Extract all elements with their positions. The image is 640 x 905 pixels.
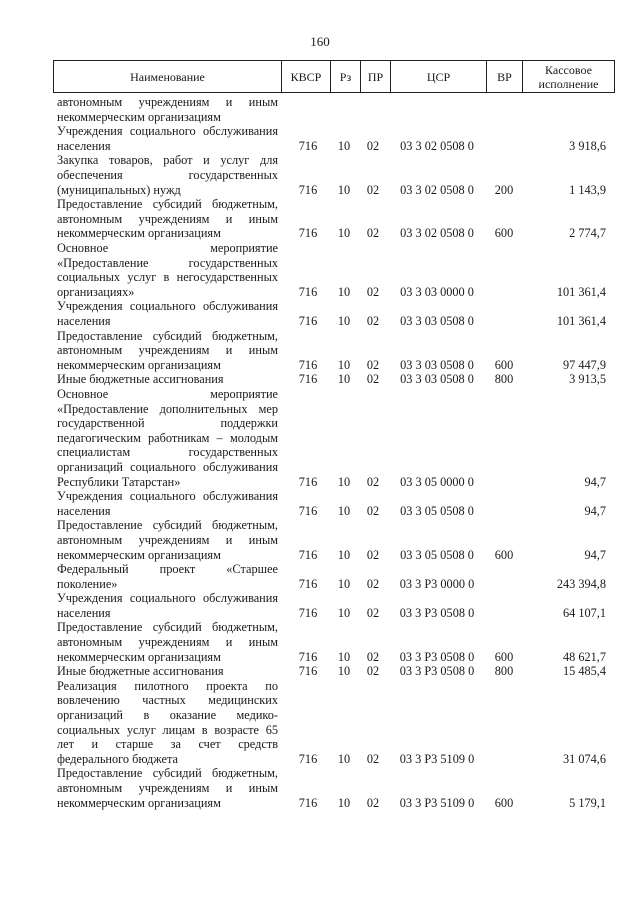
row-kvsr: 716 — [298, 313, 318, 328]
description-line: Предоставление субсидий бюджетным, — [57, 766, 278, 781]
row-rz: 10 — [337, 474, 351, 489]
row-amount: 15 485,4 — [562, 664, 606, 679]
row-pr: 02 — [366, 751, 380, 766]
description-line: вовлечению частных медицинских — [57, 693, 278, 708]
header-amount-line1: Кассовое — [545, 62, 592, 77]
description-line: автономным учреждениям и иным — [57, 95, 278, 109]
description-line: Основное мероприятие — [57, 386, 278, 401]
header-pr: ПР — [361, 61, 391, 92]
row-vr: 600 — [494, 795, 514, 810]
row-rz: 10 — [337, 138, 351, 153]
row-csr: 03 3 03 0508 0 — [400, 313, 474, 328]
row-pr: 02 — [366, 547, 380, 562]
table-row — [0, 664, 640, 679]
row-amount: 101 361,4 — [556, 313, 606, 328]
row-description — [57, 664, 278, 679]
description-line: населения — [57, 313, 111, 328]
row-kvsr: 716 — [298, 576, 318, 591]
row-amount: 243 394,8 — [556, 576, 606, 591]
row-kvsr: 716 — [298, 795, 318, 810]
header-amount — [523, 61, 614, 92]
row-csr: 03 3 02 0508 0 — [400, 226, 474, 241]
row-amount: 94,7 — [584, 503, 606, 518]
description-line: Предоставление субсидий бюджетным, — [57, 328, 278, 343]
header-name: Наименование — [54, 61, 282, 92]
row-csr: 03 3 02 0508 0 — [400, 182, 474, 197]
description-line: Предоставление субсидий бюджетным, — [57, 197, 278, 212]
row-description — [57, 679, 278, 767]
description-line: организаций в оказание медико- — [57, 708, 278, 723]
row-kvsr: 716 — [298, 284, 318, 299]
table-row — [0, 591, 640, 620]
row-description — [57, 197, 278, 241]
row-amount: 5 179,1 — [569, 795, 606, 810]
description-line: федерального бюджета — [57, 751, 178, 766]
row-vr: 600 — [494, 649, 514, 664]
row-vr: 800 — [494, 372, 514, 387]
row-vr: 600 — [494, 547, 514, 562]
description-line: Иные бюджетные ассигнования — [57, 372, 224, 387]
row-rz: 10 — [337, 503, 351, 518]
description-line: населения — [57, 138, 111, 153]
row-rz: 10 — [337, 649, 351, 664]
description-line: автономным учреждениям и иным — [57, 532, 278, 547]
row-kvsr: 716 — [298, 751, 318, 766]
description-line: Реализация пилотного проекта по — [57, 678, 278, 693]
table-row — [0, 124, 640, 153]
description-line: лет и старше за счет средств — [57, 737, 278, 752]
description-line: Предоставление субсидий бюджетным, — [57, 620, 278, 635]
description-line: некоммерческим организациям — [57, 109, 221, 124]
description-line: некоммерческим организациям — [57, 226, 221, 241]
row-rz: 10 — [337, 357, 351, 372]
row-kvsr: 716 — [298, 182, 318, 197]
table-row — [0, 766, 640, 810]
row-pr: 02 — [366, 649, 380, 664]
row-csr: 03 3 05 0000 0 — [400, 474, 474, 489]
description-line: некоммерческим организациям — [57, 649, 221, 664]
row-kvsr: 716 — [298, 226, 318, 241]
table-header — [53, 60, 615, 93]
row-kvsr: 716 — [298, 547, 318, 562]
row-pr: 02 — [366, 357, 380, 372]
row-amount: 97 447,9 — [562, 357, 606, 372]
table-row — [0, 299, 640, 328]
description-line: некоммерческим организациям — [57, 357, 221, 372]
row-amount: 3 913,5 — [569, 372, 606, 387]
row-pr: 02 — [366, 182, 380, 197]
description-line: социальных услуг в негосударственных — [57, 270, 278, 285]
row-description — [57, 562, 278, 591]
table-row — [0, 241, 640, 299]
header-csr: ЦСР — [391, 61, 487, 92]
description-line: Предоставление субсидий бюджетным, — [57, 518, 278, 533]
row-vr: 200 — [494, 182, 514, 197]
row-amount: 1 143,9 — [569, 182, 606, 197]
row-vr: 600 — [494, 226, 514, 241]
description-line: (муниципальных) нужд — [57, 182, 181, 197]
row-csr: 03 3 P3 0508 0 — [399, 605, 475, 620]
description-line: Учреждения социального обслуживания — [57, 591, 278, 606]
row-csr: 03 3 P3 0000 0 — [399, 576, 475, 591]
row-amount: 3 918,6 — [569, 138, 606, 153]
row-rz: 10 — [337, 284, 351, 299]
row-description — [57, 241, 278, 299]
row-amount: 101 361,4 — [556, 284, 606, 299]
table-row — [0, 153, 640, 197]
header-kvsr: КВСР — [282, 61, 331, 92]
table-row — [0, 329, 640, 373]
description-line: обеспечения государственных — [57, 167, 278, 182]
description-line: поколение» — [57, 576, 118, 591]
description-line: специалистам государственных — [57, 445, 278, 460]
row-pr: 02 — [366, 795, 380, 810]
row-csr: 03 3 P3 0508 0 — [399, 664, 475, 679]
row-pr: 02 — [366, 605, 380, 620]
description-line: некоммерческим организациям — [57, 547, 221, 562]
row-description — [57, 387, 278, 489]
table-row — [0, 489, 640, 518]
row-csr: 03 3 02 0508 0 — [400, 138, 474, 153]
row-csr: 03 3 03 0000 0 — [400, 284, 474, 299]
description-line: некоммерческим организациям — [57, 795, 221, 810]
table-row — [0, 197, 640, 241]
description-line: автономным учреждениям и иным — [57, 211, 278, 226]
description-line: Учреждения социального обслуживания — [57, 124, 278, 139]
row-description — [57, 489, 278, 518]
row-rz: 10 — [337, 313, 351, 328]
row-pr: 02 — [366, 576, 380, 591]
description-line: организаций социального обслуживания — [57, 459, 278, 474]
row-description — [57, 95, 278, 124]
description-line: Иные бюджетные ассигнования — [57, 664, 224, 679]
table-row — [0, 679, 640, 767]
row-kvsr: 716 — [298, 605, 318, 620]
row-rz: 10 — [337, 182, 351, 197]
row-kvsr: 716 — [298, 138, 318, 153]
description-line: Закупка товаров, работ и услуг для — [57, 153, 278, 168]
row-pr: 02 — [366, 226, 380, 241]
description-line: Федеральный проект «Старшее — [57, 562, 278, 577]
description-line: автономным учреждениям и иным — [57, 781, 278, 796]
row-csr: 03 3 03 0508 0 — [400, 372, 474, 387]
row-description — [57, 329, 278, 373]
row-description — [57, 299, 278, 328]
row-pr: 02 — [366, 664, 380, 679]
row-pr: 02 — [366, 372, 380, 387]
row-rz: 10 — [337, 751, 351, 766]
description-line: автономным учреждениям и иным — [57, 635, 278, 650]
description-line: организациях» — [57, 284, 135, 299]
row-csr: 03 3 P3 5109 0 — [399, 795, 475, 810]
description-line: автономным учреждениям и иным — [57, 343, 278, 358]
row-csr: 03 3 05 0508 0 — [400, 547, 474, 562]
row-description — [57, 591, 278, 620]
row-kvsr: 716 — [298, 503, 318, 518]
row-kvsr: 716 — [298, 649, 318, 664]
row-pr: 02 — [366, 138, 380, 153]
row-amount: 2 774,7 — [569, 226, 606, 241]
row-csr: 03 3 05 0508 0 — [400, 503, 474, 518]
row-amount: 64 107,1 — [562, 605, 606, 620]
row-kvsr: 716 — [298, 372, 318, 387]
row-csr: 03 3 P3 0508 0 — [399, 649, 475, 664]
description-line: «Предоставление государственных — [57, 255, 278, 270]
description-line: Учреждения социального обслуживания — [57, 299, 278, 314]
row-csr: 03 3 03 0508 0 — [400, 357, 474, 372]
table-row — [0, 620, 640, 664]
row-description — [57, 620, 278, 664]
page-number: 160 — [310, 34, 330, 49]
table-body — [0, 95, 640, 810]
description-line: государственной поддержки — [57, 416, 278, 431]
row-kvsr: 716 — [298, 357, 318, 372]
row-rz: 10 — [337, 605, 351, 620]
row-rz: 10 — [337, 576, 351, 591]
row-kvsr: 716 — [298, 474, 318, 489]
row-description — [57, 153, 278, 197]
row-description — [57, 766, 278, 810]
header-vr: ВР — [487, 61, 523, 92]
header-amount-line2: исполнение — [538, 76, 599, 91]
row-description — [57, 518, 278, 562]
header-rz: Рз — [331, 61, 361, 92]
table-row — [0, 518, 640, 562]
row-amount: 31 074,6 — [562, 751, 606, 766]
row-rz: 10 — [337, 226, 351, 241]
row-rz: 10 — [337, 547, 351, 562]
row-pr: 02 — [366, 474, 380, 489]
row-kvsr: 716 — [298, 664, 318, 679]
table-row — [0, 372, 640, 387]
row-pr: 02 — [366, 313, 380, 328]
description-line: населения — [57, 503, 111, 518]
row-vr: 600 — [494, 357, 514, 372]
table-row — [0, 387, 640, 489]
row-description — [57, 124, 278, 153]
description-line: «Предоставление дополнительных мер — [57, 401, 278, 416]
row-rz: 10 — [337, 372, 351, 387]
row-amount: 48 621,7 — [562, 649, 606, 664]
row-vr: 800 — [494, 664, 514, 679]
row-csr: 03 3 P3 5109 0 — [399, 751, 475, 766]
table-row — [0, 562, 640, 591]
row-pr: 02 — [366, 284, 380, 299]
description-line: Основное мероприятие — [57, 240, 278, 255]
description-line: Республики Татарстан» — [57, 474, 181, 489]
description-line: социальных услуг лицам в возрасте 65 — [57, 722, 278, 737]
row-pr: 02 — [366, 503, 380, 518]
row-rz: 10 — [337, 795, 351, 810]
row-description — [57, 372, 278, 387]
description-line: Учреждения социального обслуживания — [57, 489, 278, 504]
table-row — [0, 95, 640, 124]
row-rz: 10 — [337, 664, 351, 679]
description-line: педагогическим работникам – молодым — [57, 430, 278, 445]
description-line: населения — [57, 605, 111, 620]
row-amount: 94,7 — [584, 474, 606, 489]
row-amount: 94,7 — [584, 547, 606, 562]
